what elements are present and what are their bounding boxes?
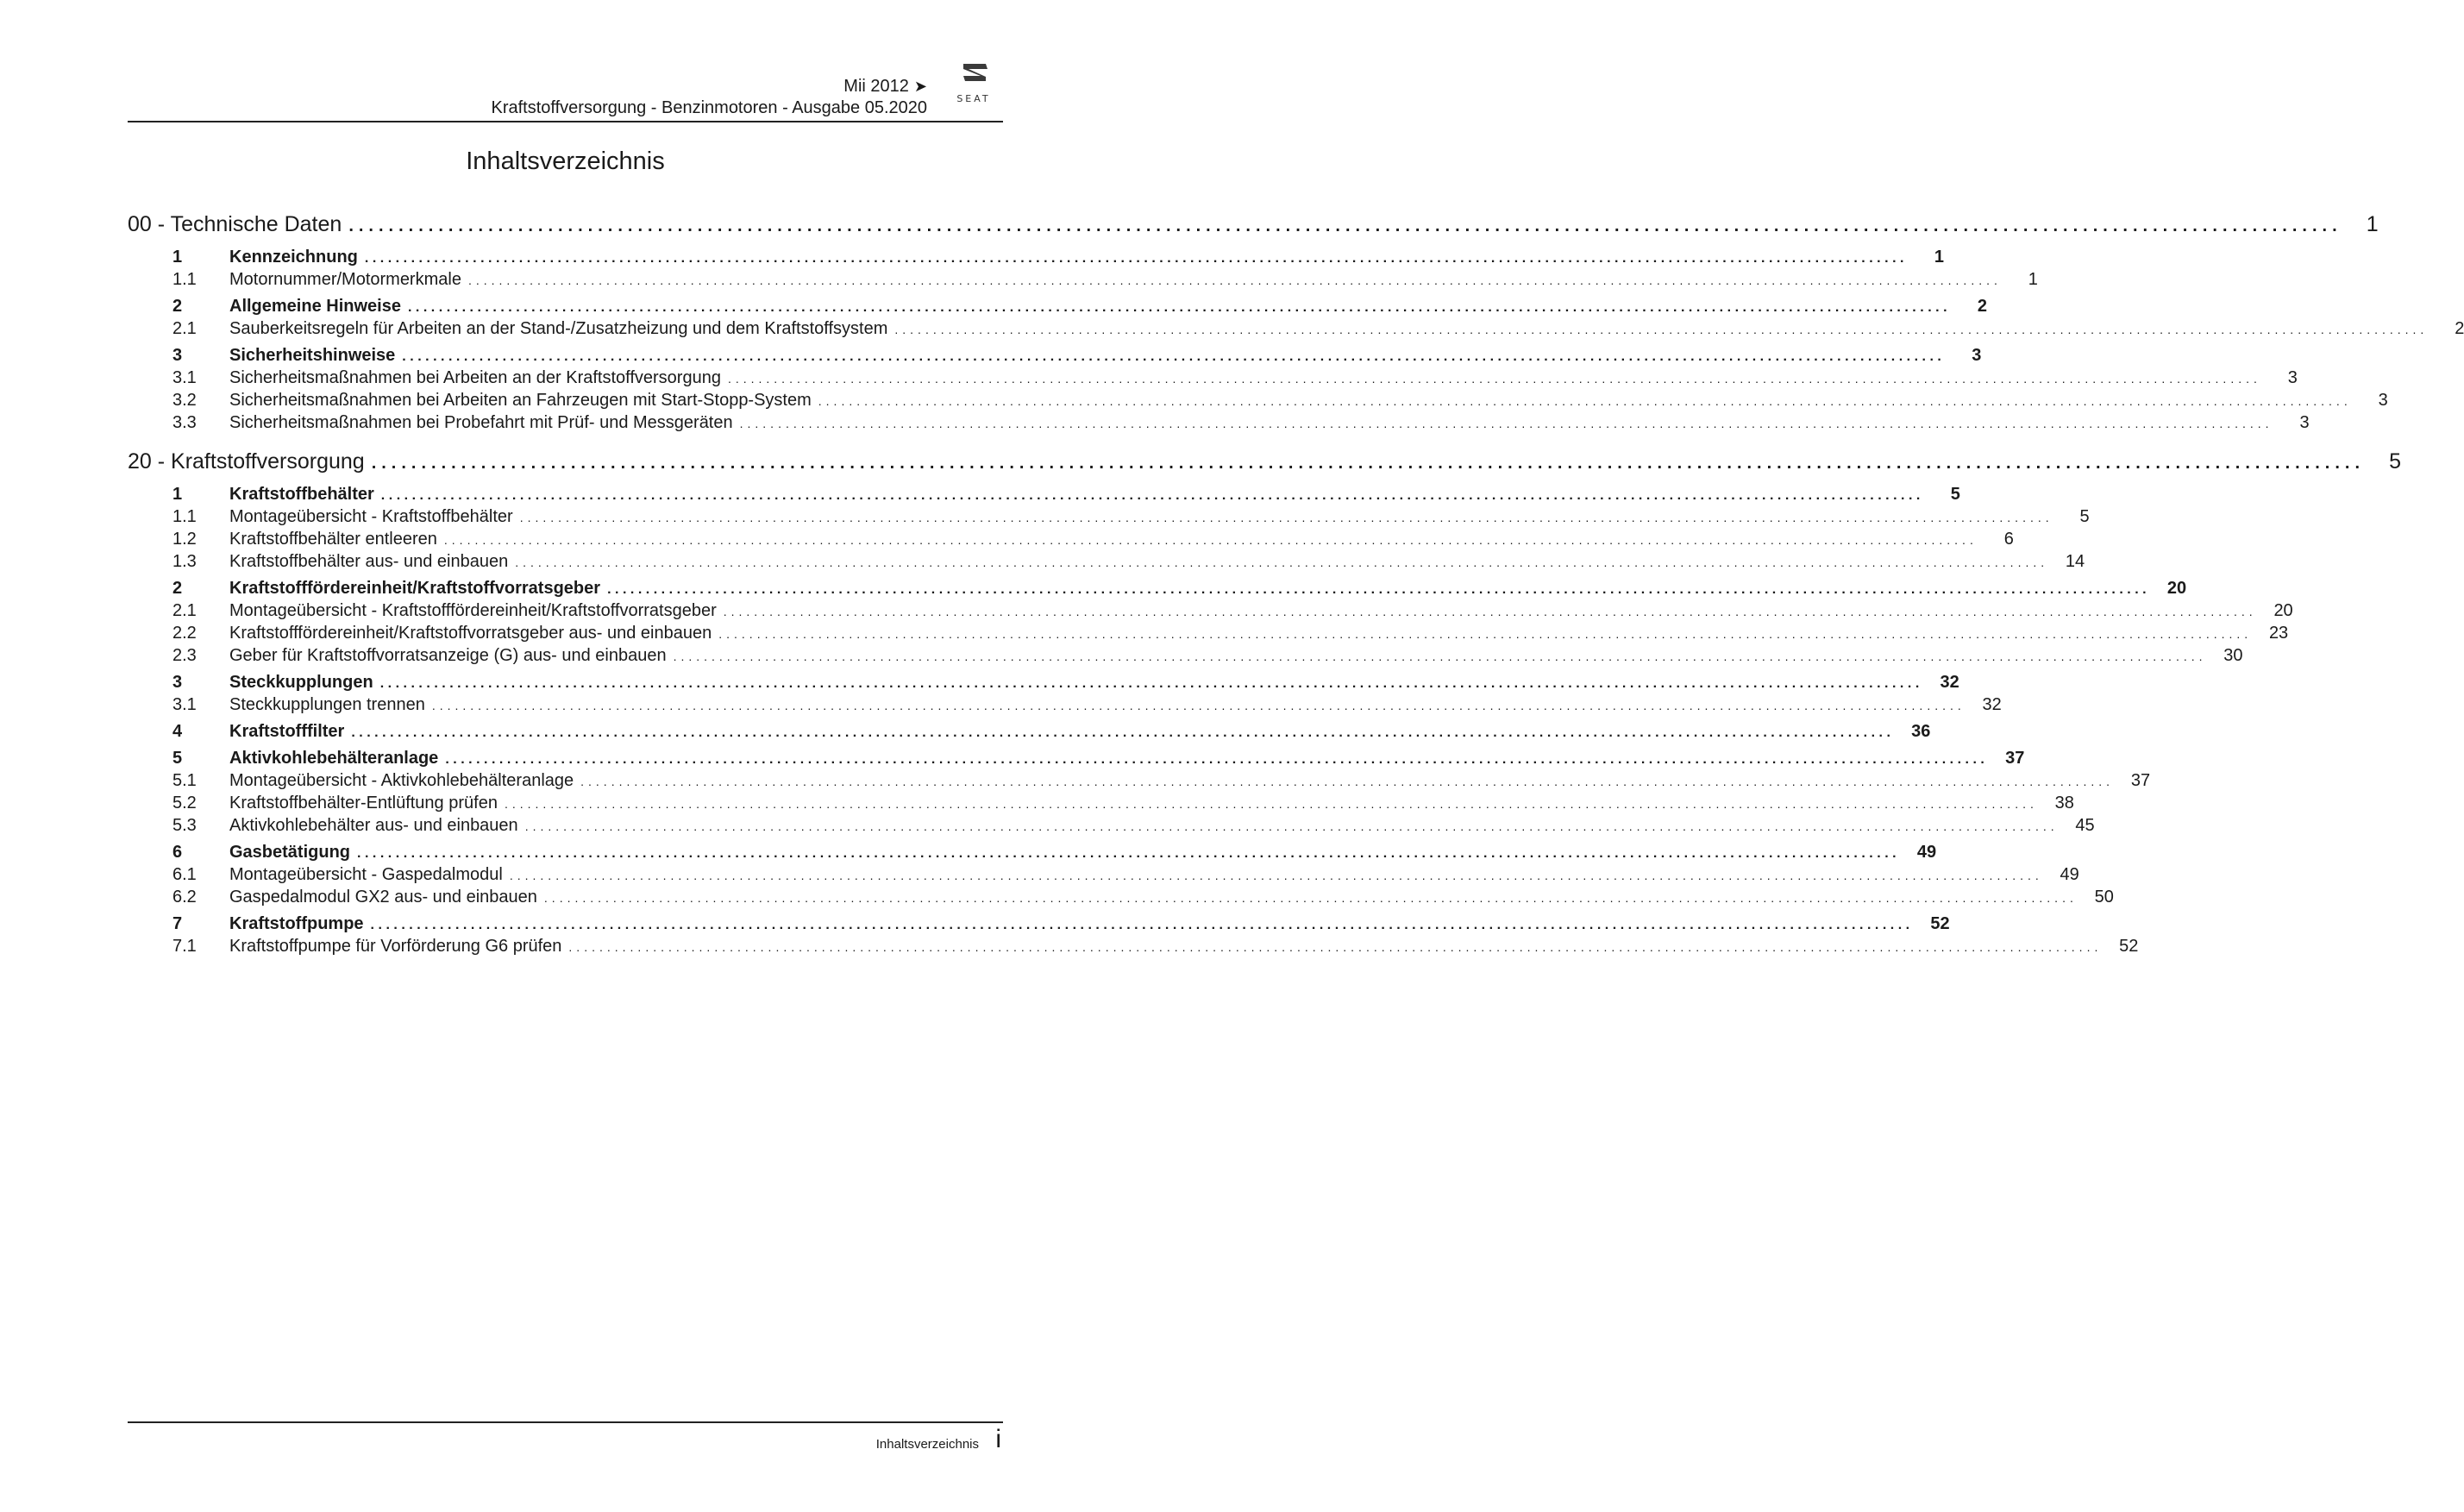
- toc-entry-page: 5: [2389, 449, 2402, 474]
- dot-leader: ........................................................................................................................................................................................................: [568, 940, 2103, 954]
- header-text: [492, 76, 928, 119]
- dot-leader: ........................................................................................................................................................................................................: [739, 417, 2273, 430]
- toc-sub-entry[interactable]: [128, 389, 2388, 411]
- toc-entry-number: 1.1: [172, 270, 197, 289]
- toc-entry-title: Allgemeine Hinweise: [229, 297, 401, 316]
- arrow-icon: ➤: [913, 78, 927, 95]
- dot-leader: ........................................................................................................................................................................................................: [443, 533, 1978, 547]
- toc-entry-number: 5.3: [172, 816, 197, 835]
- page-footer: [128, 1421, 1003, 1458]
- toc-entry-title: Aktivkohlebehälter aus- und einbauen: [229, 816, 518, 835]
- toc-entry-page: 32: [1940, 673, 1959, 692]
- toc-entry-number: 3.1: [172, 368, 197, 387]
- toc-entry-page: 32: [1982, 695, 2002, 714]
- toc-entry-number: 1.3: [172, 552, 197, 571]
- toc-entry-number: 1.2: [172, 530, 197, 549]
- toc-chapter-entry[interactable]: [128, 207, 2379, 242]
- toc-entry-page: 50: [2094, 888, 2114, 907]
- toc-sub-entry[interactable]: [128, 644, 2243, 667]
- toc-section-entry[interactable]: [128, 577, 2187, 599]
- dot-leader: ........................................................................................................................................................................................................: [379, 676, 1923, 691]
- toc-entry-page: 1: [2028, 270, 2038, 289]
- dot-leader: ........................................................................................................................................................................................................: [894, 323, 2429, 336]
- toc-entry-page: 6: [2003, 530, 2014, 549]
- dot-leader: ........................................................................................................................................................................................................: [348, 216, 2342, 235]
- toc-entry-page: 37: [2130, 771, 2151, 790]
- toc-sub-entry[interactable]: [128, 599, 2293, 622]
- toc-section-entry[interactable]: [128, 720, 1931, 743]
- toc-sub-entry[interactable]: [128, 693, 2002, 716]
- toc-entry-page: 20: [2166, 579, 2187, 598]
- footer-page-number: i: [995, 1425, 1001, 1453]
- toc-entry-page: 5: [2079, 507, 2090, 526]
- toc-entry-title: Kraftstofffördereinheit/Kraftstoffvorratsgeber aus- und einbauen: [229, 624, 712, 643]
- dot-leader: ........................................................................................................................................................................................................: [509, 869, 2043, 882]
- toc-sub-entry[interactable]: [128, 792, 2074, 814]
- dot-leader: ........................................................................................................................................................................................................: [370, 918, 1914, 932]
- footer-label: Inhaltsverzeichnis: [875, 1437, 979, 1452]
- toc-sub-entry[interactable]: [128, 622, 2289, 644]
- toc-entry-title: Geber für Kraftstoffvorratsanzeige (G) aus- und einbauen: [229, 646, 667, 665]
- toc-entry-title: 00 - Technische Daten: [128, 212, 342, 236]
- toc-sub-entry[interactable]: [128, 550, 2085, 573]
- dot-leader: ........................................................................................................................................................................................................: [727, 372, 2261, 386]
- toc-entry-page: 45: [2075, 816, 2095, 835]
- dot-leader: ........................................................................................................................................................................................................: [718, 627, 2253, 641]
- toc-section-entry[interactable]: [128, 671, 1959, 693]
- toc-entry-number: 1: [172, 248, 183, 267]
- dot-leader: ........................................................................................................................................................................................................: [357, 846, 1901, 861]
- toc-entry-page: 2: [1977, 297, 1988, 316]
- toc-entry-title: Sicherheitsmaßnahmen bei Arbeiten an der Kraftstoffversorgung: [229, 368, 721, 387]
- toc-entry-page: 14: [2065, 552, 2085, 571]
- toc-entry-number: 7.1: [172, 937, 197, 956]
- toc-entry-page: 23: [2268, 624, 2289, 643]
- dot-leader: ........................................................................................................................................................................................................: [607, 582, 2151, 597]
- toc-entry-title: Steckkupplungen: [229, 673, 373, 692]
- table-of-contents: [128, 207, 2464, 957]
- toc-entry-page: 37: [2005, 749, 2025, 768]
- toc-entry-page: 1: [1934, 248, 1944, 267]
- toc-entry-title: Motornummer/Motormerkmale: [229, 270, 461, 289]
- dot-leader: ........................................................................................................................................................................................................: [543, 891, 2078, 905]
- toc-entry-title: Kraftstofffördereinheit/Kraftstoffvorratsgeber: [229, 579, 601, 598]
- dot-leader: ........................................................................................................................................................................................................: [364, 251, 1908, 266]
- toc-entry-page: 20: [2273, 601, 2293, 620]
- dot-leader: ........................................................................................................................................................................................................: [818, 394, 2352, 408]
- toc-section-entry[interactable]: [128, 841, 1937, 863]
- dot-leader: ........................................................................................................................................................................................................: [380, 488, 1924, 503]
- toc-entry-title: Montageübersicht - Gaspedalmodul: [229, 865, 503, 884]
- dot-leader: ........................................................................................................................................................................................................: [580, 775, 2115, 788]
- toc-entry-title: Kennzeichnung: [229, 248, 358, 267]
- toc-entry-number: 6: [172, 843, 183, 862]
- toc-entry-number: 4: [172, 722, 183, 741]
- toc-entry-number: 6.1: [172, 865, 197, 884]
- toc-section-entry[interactable]: [128, 747, 2025, 769]
- toc-sub-entry[interactable]: [128, 769, 2151, 792]
- toc-entry-title: Kraftstoffbehälter-Entlüftung prüfen: [229, 794, 498, 812]
- toc-entry-number: 2: [172, 297, 183, 316]
- toc-section-entry[interactable]: [128, 344, 1982, 367]
- toc-entry-page: 3: [2287, 368, 2298, 387]
- toc-entry-page: 49: [1916, 843, 1937, 862]
- toc-entry-page: 52: [1930, 914, 1950, 933]
- dot-leader: ........................................................................................................................................................................................................: [519, 511, 2053, 524]
- dot-leader: ........................................................................................................................................................................................................: [673, 649, 2207, 663]
- toc-entry-title: Kraftstoffbehälter: [229, 485, 374, 504]
- dot-leader: ........................................................................................................................................................................................................: [371, 454, 2366, 473]
- toc-sub-entry[interactable]: [128, 886, 2114, 908]
- toc-section-entry[interactable]: [128, 913, 1950, 935]
- toc-entry-title: Montageübersicht - Kraftstoffbehälter: [229, 507, 513, 526]
- toc-entry-number: 5: [172, 749, 183, 768]
- toc-entry-page: 3: [2299, 413, 2310, 432]
- toc-entry-number: 2.3: [172, 646, 197, 665]
- toc-entry-page: 3: [2378, 391, 2388, 410]
- toc-entry-page: 5: [1950, 485, 1960, 504]
- dot-leader: ........................................................................................................................................................................................................: [467, 273, 2002, 287]
- toc-entry-number: 3.3: [172, 413, 197, 432]
- toc-entry-page: 36: [1911, 722, 1931, 741]
- toc-sub-entry[interactable]: [128, 505, 2090, 528]
- toc-entry-title: Gasbetätigung: [229, 843, 351, 862]
- dot-leader: ........................................................................................................................................................................................................: [524, 819, 2059, 833]
- toc-chapter-entry[interactable]: [128, 444, 2402, 479]
- toc-entry-number: 3: [172, 673, 183, 692]
- toc-entry-number: 1.1: [172, 507, 197, 526]
- toc-section-entry[interactable]: [128, 295, 1988, 317]
- toc-sub-entry[interactable]: [128, 863, 2079, 886]
- toc-sub-entry[interactable]: [128, 935, 2139, 957]
- toc-entry-title: Sauberkeitsregeln für Arbeiten an der Stand-/Zusatzheizung und dem Kraftstoffsystem: [229, 319, 888, 338]
- toc-sub-entry[interactable]: [128, 528, 2014, 550]
- page-header: [128, 76, 1003, 122]
- brand-wordmark: SEAT: [956, 93, 991, 104]
- toc-entry-number: 3: [172, 346, 183, 365]
- toc-entry-title: Kraftstoffbehälter entleeren: [229, 530, 437, 549]
- toc-entry-number: 2: [172, 579, 183, 598]
- toc-entry-number: 3.2: [172, 391, 197, 410]
- dot-leader: ........................................................................................................................................................................................................: [431, 699, 1966, 712]
- toc-sub-entry[interactable]: [128, 411, 2310, 434]
- toc-entry-title: Kraftstoffpumpe: [229, 914, 364, 933]
- toc-entry-number: 3.1: [172, 695, 197, 714]
- toc-entry-number: 7: [172, 914, 183, 933]
- toc-entry-title: 20 - Kraftstoffversorgung: [128, 449, 365, 474]
- toc-entry-number: 2.1: [172, 601, 197, 620]
- toc-entry-page: 30: [2223, 646, 2243, 665]
- toc-sub-entry[interactable]: [128, 317, 2464, 340]
- dot-leader: ........................................................................................................................................................................................................: [723, 605, 2257, 618]
- toc-entry-number: 1: [172, 485, 183, 504]
- toc-section-entry[interactable]: [128, 483, 1960, 505]
- header-model-line: [492, 76, 928, 97]
- toc-entry-number: 2.1: [172, 319, 197, 338]
- toc-entry-title: Montageübersicht - Aktivkohlebehälteranlage: [229, 771, 574, 790]
- toc-entry-title: Kraftstoffpumpe für Vorförderung G6 prüfen: [229, 937, 562, 956]
- page-title: Inhaltsverzeichnis: [466, 147, 665, 175]
- toc-entry-title: Kraftstofffilter: [229, 722, 345, 741]
- dot-leader: ........................................................................................................................................................................................................: [351, 725, 1895, 740]
- toc-entry-page: 49: [2060, 865, 2079, 884]
- toc-entry-page: 2: [2455, 319, 2464, 338]
- toc-entry-number: 2.2: [172, 624, 197, 643]
- dot-leader: ........................................................................................................................................................................................................: [515, 555, 2049, 569]
- toc-entry-number: 5.2: [172, 794, 197, 812]
- toc-entry-title: Aktivkohlebehälteranlage: [229, 749, 439, 768]
- toc-sub-entry[interactable]: [128, 814, 2095, 837]
- toc-entry-title: Sicherheitsmaßnahmen bei Probefahrt mit Prüf- und Messgeräten: [229, 413, 733, 432]
- dot-leader: ........................................................................................................................................................................................................: [407, 300, 1952, 315]
- toc-entry-title: Kraftstoffbehälter aus- und einbauen: [229, 552, 509, 571]
- toc-section-entry[interactable]: [128, 246, 1944, 268]
- dot-leader: ........................................................................................................................................................................................................: [402, 349, 1946, 364]
- toc-entry-page: 1: [2366, 212, 2379, 236]
- dot-leader: ........................................................................................................................................................................................................: [445, 752, 1989, 767]
- toc-sub-entry[interactable]: [128, 367, 2298, 389]
- toc-entry-title: Gaspedalmodul GX2 aus- und einbauen: [229, 888, 537, 907]
- toc-entry-title: Sicherheitsmaßnahmen bei Arbeiten an Fahrzeugen mit Start-Stopp-System: [229, 391, 812, 410]
- toc-entry-page: 38: [2054, 794, 2074, 812]
- dot-leader: ........................................................................................................................................................................................................: [504, 797, 2038, 811]
- toc-entry-title: Montageübersicht - Kraftstofffördereinheit/Kraftstoffvorratsgeber: [229, 601, 717, 620]
- toc-entry-page: 52: [2119, 937, 2139, 956]
- header-subtitle: Kraftstoffversorgung - Benzinmotoren - Ausgabe 05.2020: [491, 98, 927, 117]
- toc-entry-title: Steckkupplungen trennen: [229, 695, 425, 714]
- header-model: Mii 2012: [843, 77, 909, 96]
- toc-entry-number: 6.2: [172, 888, 197, 907]
- toc-sub-entry[interactable]: [128, 268, 2038, 291]
- toc-entry-title: Sicherheitshinweise: [229, 346, 396, 365]
- toc-entry-page: 3: [1972, 346, 1982, 365]
- toc-entry-number: 5.1: [172, 771, 197, 790]
